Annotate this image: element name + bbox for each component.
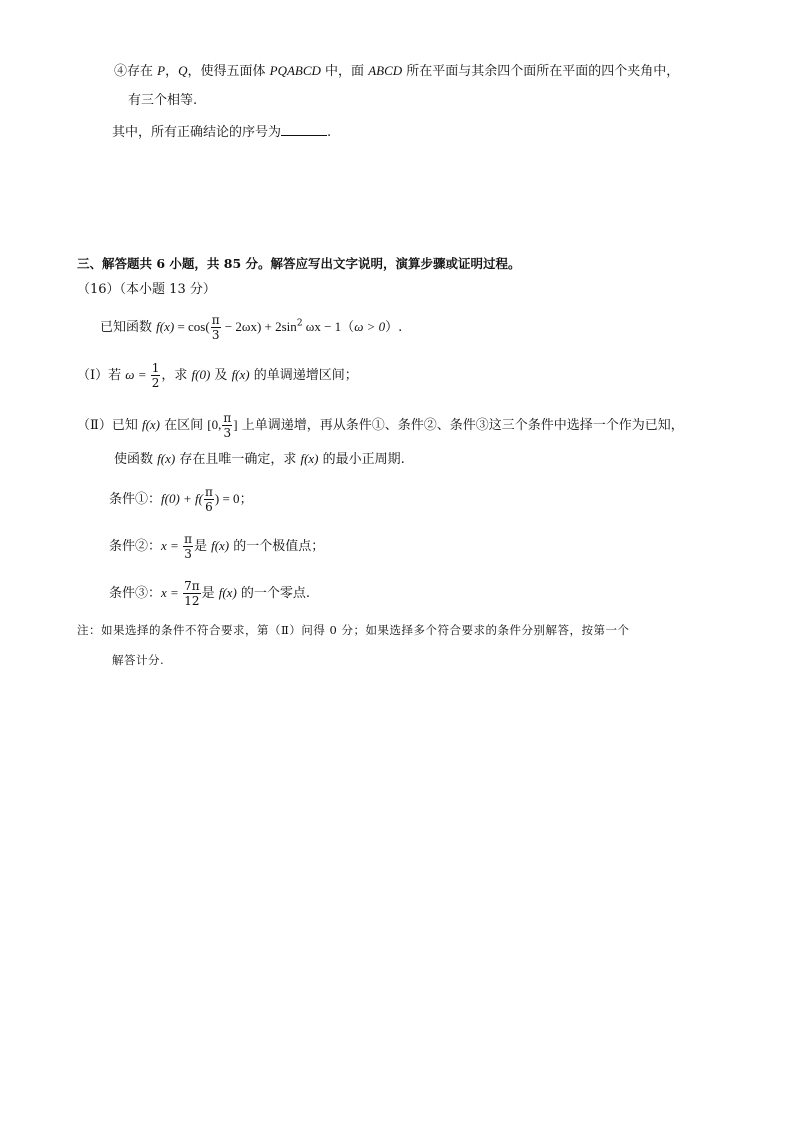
text: （Ⅰ）若 — [77, 368, 126, 383]
var-q: Q — [178, 63, 188, 78]
note-line1: 注：如果选择的条件不符合要求，第（Ⅱ）问得 0 分；如果选择多个符合要求的条件分别解答，按第一个 — [77, 623, 630, 637]
expr: ) = 0 — [214, 491, 240, 506]
text: 其中，所有正确结论的序号为 — [112, 125, 282, 140]
num: 7π — [184, 579, 200, 593]
condition-2 — [109, 533, 324, 560]
text: . — [327, 125, 332, 140]
fx: f(x) — [156, 319, 175, 334]
var-pqabcd: PQABCD — [269, 63, 321, 78]
frac-pi-3 — [222, 412, 232, 439]
text: ， — [165, 64, 179, 79]
text: ）. — [385, 320, 403, 335]
den: 3 — [223, 426, 232, 440]
item4-line2: 有三个相等. — [128, 93, 198, 108]
var-abcd: ABCD — [368, 63, 403, 78]
text: 的一个零点. — [236, 586, 311, 601]
text: ，求 — [161, 368, 192, 383]
text: 上单调递增，再从条件①、条件②、条件③这三个条件中选择一个作为已知， — [237, 418, 684, 433]
q16-part2-line1 — [77, 412, 684, 439]
condition-1 — [109, 486, 253, 513]
text: = cos( — [174, 319, 210, 334]
omega: ω = — [125, 367, 150, 382]
text: 的最小正周期. — [318, 452, 405, 467]
frac-pi-3 — [183, 533, 193, 560]
text: 所在平面与其余四个面所在平面的四个夹角中， — [402, 64, 680, 79]
den: 2 — [151, 376, 160, 390]
fx: f(x) — [218, 585, 237, 600]
fx: f(x) — [300, 451, 319, 466]
text: ωx − 1（ — [302, 319, 355, 334]
den: 6 — [205, 500, 213, 514]
text: 使函数 — [114, 452, 158, 467]
text: 存在且唯一确定，求 — [175, 452, 301, 467]
frac-1-2 — [151, 362, 161, 389]
fx: f(x) — [211, 538, 230, 553]
frac-pi-3 — [211, 314, 221, 341]
fx: f(x) — [141, 417, 161, 432]
text: ] — [233, 417, 238, 432]
note-line2: 解答计分. — [112, 653, 165, 667]
num: 1 — [151, 361, 160, 375]
answer-blank — [281, 123, 327, 136]
fx: f(x) — [157, 451, 176, 466]
text: ； — [239, 492, 253, 507]
text: 在区间 — [160, 418, 208, 433]
fx: f(x) — [231, 367, 250, 382]
text: ，使得五面体 — [187, 64, 270, 79]
frac-7pi-12 — [183, 580, 201, 607]
q16-given — [100, 314, 402, 341]
var-p: P — [157, 63, 166, 78]
conclusion-line — [112, 123, 331, 139]
q16-part2-line2 — [114, 452, 405, 466]
sup: 2 — [296, 318, 303, 329]
text: [0, — [207, 417, 222, 432]
num: π — [205, 485, 213, 499]
item4-line1 — [114, 64, 679, 78]
num: π — [223, 411, 232, 425]
expr: x = — [161, 538, 183, 553]
num: π — [184, 532, 192, 546]
label: 条件③： — [109, 586, 162, 601]
den: 12 — [184, 594, 200, 608]
frac-pi-6 — [204, 486, 214, 513]
text: 的一个极值点； — [229, 539, 325, 554]
expr: f(0) + f( — [161, 491, 203, 506]
section-heading: 三、解答题共 6 小题，共 85 分。解答应写出文字说明，演算步骤或证明过程。 — [77, 256, 521, 271]
den: 3 — [184, 547, 192, 561]
f0: f(0) — [191, 367, 211, 382]
den: 3 — [211, 328, 220, 342]
label: 条件②： — [109, 539, 162, 554]
text: 是 — [193, 539, 212, 554]
cond: ω > 0 — [354, 319, 386, 334]
condition-3 — [109, 580, 310, 607]
text: 中，面 — [320, 64, 369, 79]
text: 的单调递增区间； — [249, 368, 358, 383]
text: ④存在 — [114, 64, 158, 79]
text: （Ⅱ）已知 — [77, 418, 142, 433]
q16-header: （16）（本小题 13 分） — [77, 282, 216, 297]
q16-part1 — [77, 362, 358, 389]
text: 是 — [201, 586, 219, 601]
text: 已知函数 — [100, 320, 157, 335]
text: − 2ωx) + 2sin — [221, 319, 297, 334]
num: π — [211, 313, 220, 327]
label: 条件①： — [109, 492, 162, 507]
expr: x = — [161, 585, 183, 600]
text: 及 — [210, 368, 232, 383]
